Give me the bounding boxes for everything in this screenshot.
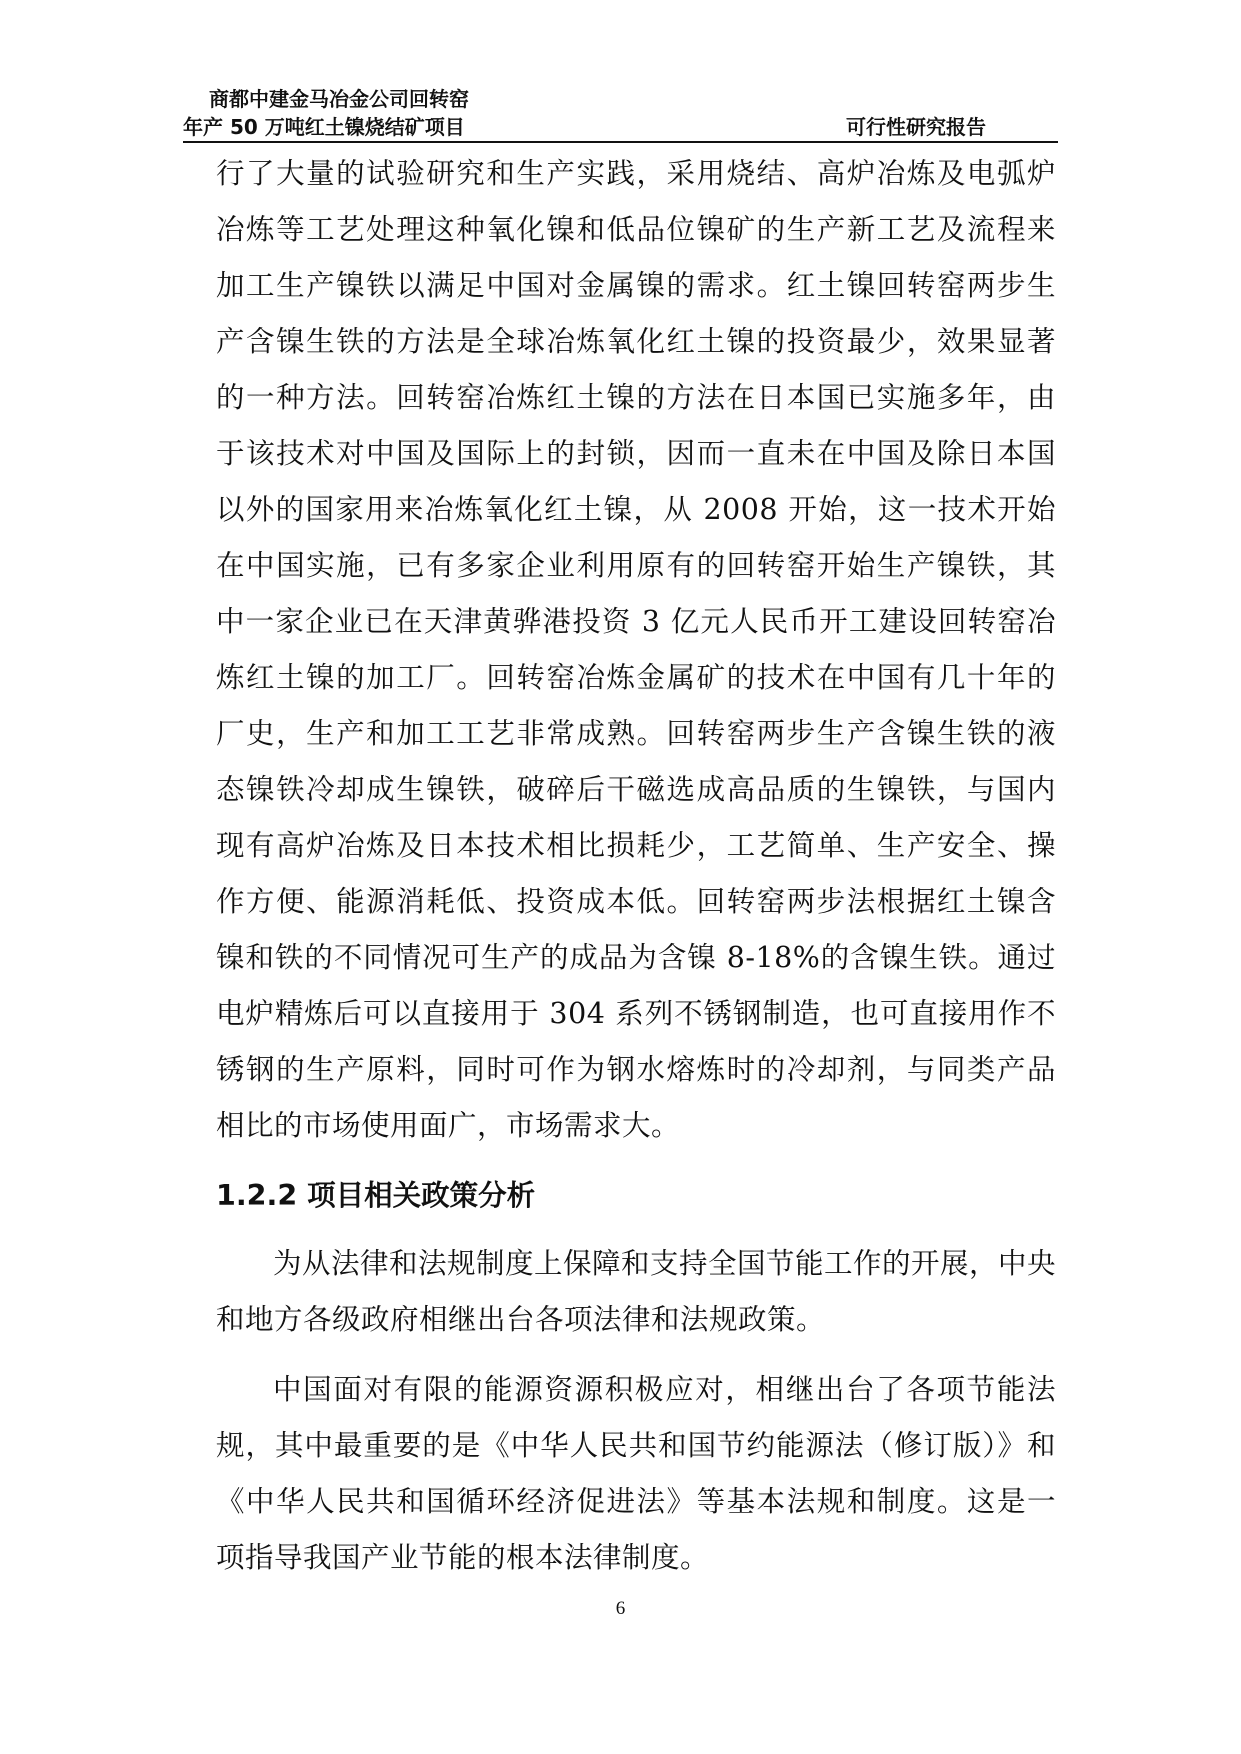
header-divider (183, 141, 1058, 143)
body-paragraph-policy-detail: 中国面对有限的能源资源积极应对，相继出台了各项节能法规，其中最重要的是《中华人民共和国节约能源法（修订版）》和《中华人民共和国循环经济促进法》等基本法规和制度。这是一项指导我国产业节能的根本法律制度。 (216, 1373, 1056, 1574)
header-project-title: 年产 50 万吨红土镍烧结矿项目 (183, 115, 465, 139)
header-company: 商都中建金马冶金公司回转窑 (209, 87, 469, 111)
page-number: 6 (615, 1598, 626, 1619)
page-header (183, 86, 1058, 142)
body-paragraph-continuation: 行了大量的试验研究和生产实践，采用烧结、高炉冶炼及电弧炉冶炼等工艺处理这种氧化镍和低品位镍矿的生产新工艺及流程来加工生产镍铁以满足中国对金属镍的需求。红土镍回转窑两步生产含镍生铁的方法是全球冶炼氧化红土镍的投资最少，效果显著的一种方法。回转窑冶炼红土镍的方法在日本国已实施多年，由于该技术对中国及国际上的封锁，因而一直未在中国及除日本国以外的国家用来冶炼氧化红土镍，从 2008 开始，这一技术开始在中国实施，已有多家企业利用原有的回转窑开始生产镍铁，其中一家企业已在天津黄骅港投资 3 亿元人民币开工建设回转窑冶炼红土镍的加工厂。回转窑冶炼金属矿的技术在中国有几十年的厂史，生产和加工工艺非常成熟。回转窑两步生产含镍生铁的液态镍铁冷却成生镍铁，破碎后干磁选成高品质的生镍铁，与国内现有高炉冶炼及日本技术相比损耗少，工艺简单、生产安全、操作方便、能源消耗低、投资成本低。回转窑两步法根据红土镍含镍和铁的不同情况可生产的成品为含镍 8-18%的含镍生铁。通过电炉精炼后可以直接用于 304 系列不锈钢制造，也可直接用作不锈钢的生产原料，同时可作为钢水熔炼时的冷却剂，与同类产品相比的市场使用面广，市场需求大。 (216, 157, 1056, 1142)
document-body (216, 146, 1056, 1586)
section-heading: 1.2.2 项目相关政策分析 (216, 1179, 536, 1212)
paragraph-spacer (216, 1348, 1056, 1362)
body-paragraph-policy-intro: 为从法律和法规制度上保障和支持全国节能工作的开展，中央和地方各级政府相继出台各项法律和法规政策。 (216, 1247, 1057, 1336)
header-report-type: 可行性研究报告 (846, 115, 986, 139)
